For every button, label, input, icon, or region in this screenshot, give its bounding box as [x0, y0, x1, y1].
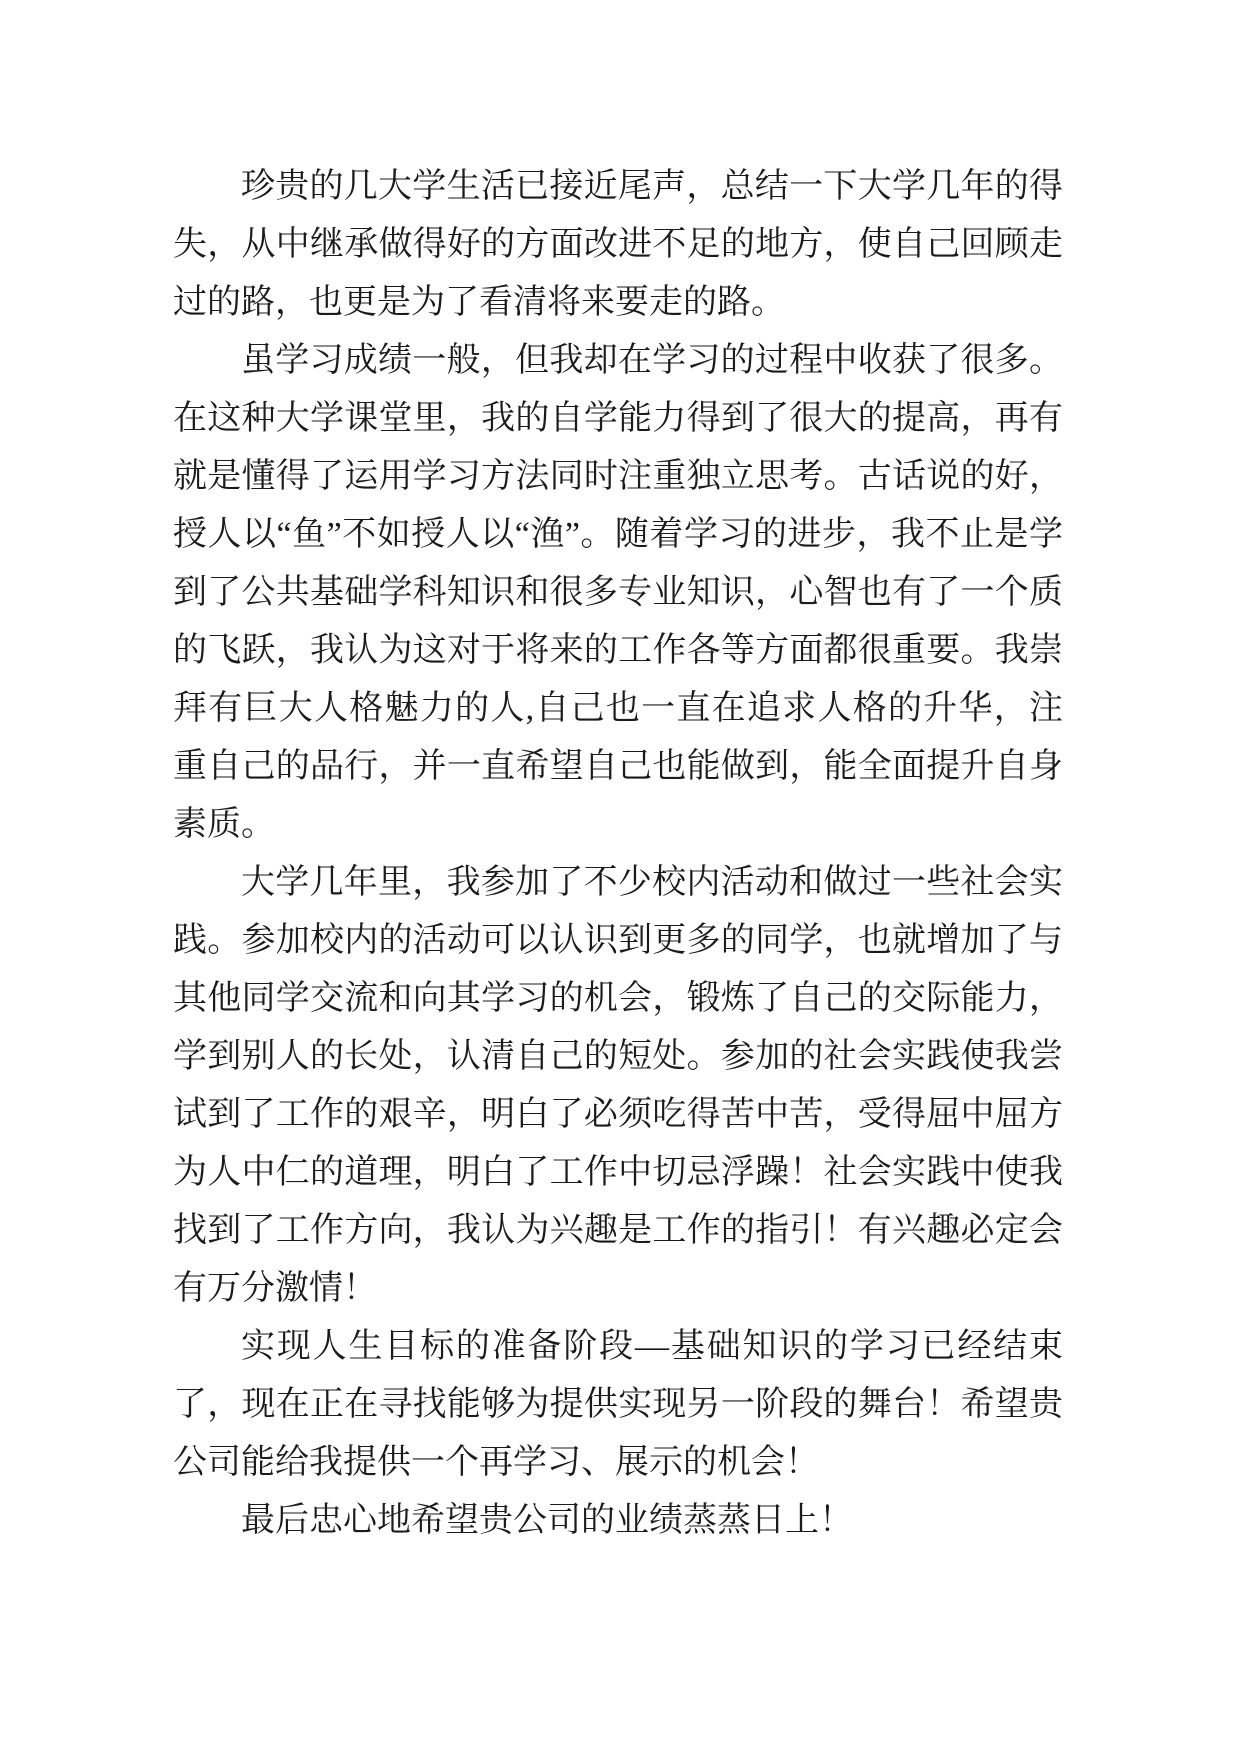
document-body — [173, 158, 1063, 1550]
paragraph-intro: 珍贵的几大学生活已接近尾声，总结一下大学几年的得失，从中继承做得好的方面改进不足的地方，使自己回顾走过的路，也更是为了看清将来要走的路。 — [173, 168, 1063, 321]
paragraph-study: 虽学习成绩一般，但我却在学习的过程中收获了很多。在这种大学课堂里，我的自学能力得到了很大的提高，再有就是懂得了运用学习方法同时注重独立思考。古话说的好，授人以“鱼”不如授人以“渔”。随着学习的进步，我不止是学到了公共基础学科知识和很多专业知识，心智也有了一个质的飞跃，我认为这对于将来的工作各等方面都很重要。我崇拜有巨大人格魅力的人,自己也一直在追求人格的升华，注重自己的品行，并一直希望自己也能做到，能全面提升自身素质。 — [173, 342, 1063, 843]
paragraph-closing: 最后忠心地希望贵公司的业绩蒸蒸日上！ — [241, 1502, 853, 1539]
paragraph-activities: 大学几年里，我参加了不少校内活动和做过一些社会实践。参加校内的活动可以认识到更多的同学，也就增加了与其他同学交流和向其学习的机会，锻炼了自己的交际能力，学到别人的长处，认清自己的短处。参加的社会实践使我尝试到了工作的艰辛，明白了必须吃得苦中苦，受得屈中屈方为人中仁的道理，明白了工作中切忌浮躁！社会实践中使我找到了工作方向，我认为兴趣是工作的指引！有兴趣必定会有万分激情！ — [173, 864, 1063, 1307]
paragraph-goal: 实现人生目标的准备阶段—基础知识的学习已经结束了，现在正在寻找能够为提供实现另一阶段的舞台！希望贵公司能给我提供一个再学习、展示的机会！ — [173, 1328, 1063, 1481]
